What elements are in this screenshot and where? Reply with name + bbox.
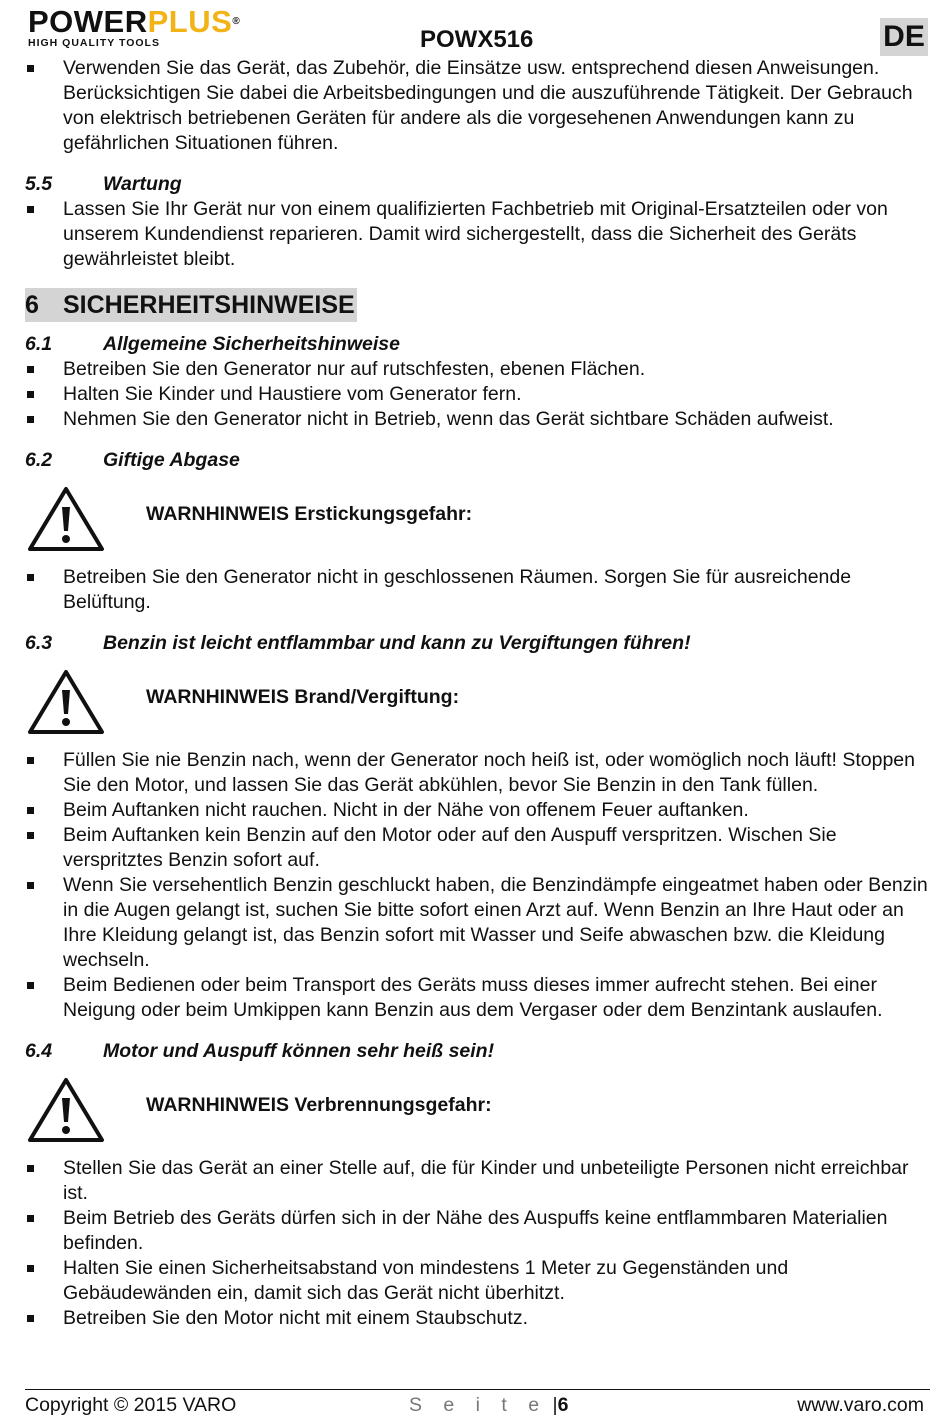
warning-text: WARNHINWEIS Brand/Vergiftung: <box>146 686 460 708</box>
section-heading-5-5: 5.5 Wartung <box>25 173 182 195</box>
section-heading-6-1: 6.1 Allgemeine Sicherheitshinweise <box>25 333 400 355</box>
list-item: Lassen Sie Ihr Gerät nur von einem qualifizierten Fachbetrieb mit Original-Ersatzteilen oder von unserem Kundendienst reparieren. Damit wird sichergestellt, dass die Sicherheit des Geräts gewährleistet bleibt. <box>25 197 930 272</box>
section-6-3-bullets <box>25 748 930 1023</box>
list-item: Beim Bedienen oder beim Transport des Geräts muss dieses immer aufrecht stehen. Bei einer Neigung oder beim Umkippen kann Benzin aus dem Vergaser oder dem Benzintank auslaufen. <box>25 973 930 1023</box>
list-item: Halten Sie einen Sicherheitsabstand von mindestens 1 Meter zu Gegenständen und Gebäudewänden ein, damit sich das Gerät nicht überhitzt. <box>25 1256 930 1306</box>
chapter-heading-6: 6 SICHERHEITSHINWEISE <box>25 288 357 322</box>
language-badge: DE <box>880 18 928 56</box>
section-6-2-bullets <box>25 565 930 615</box>
bullet-icon <box>27 882 34 889</box>
bullet-icon <box>27 1165 34 1172</box>
warning-triangle-icon <box>27 485 105 553</box>
warning-text: WARNHINWEIS Erstickungsgefahr: <box>146 503 473 525</box>
bullet-icon <box>27 807 34 814</box>
powerplus-logo <box>28 6 280 50</box>
bullet-icon <box>27 366 34 373</box>
bullet-icon <box>27 1315 34 1322</box>
warning-block <box>25 668 930 738</box>
list-item: Füllen Sie nie Benzin nach, wenn der Generator noch heiß ist, oder womöglich noch läuft! Stoppen Sie den Motor, und lassen Sie das Gerät abkühlen, bevor Sie Benzin in den Tank füllen. <box>25 748 930 798</box>
page-separator: | <box>552 1394 558 1416</box>
page-footer <box>25 1394 930 1420</box>
list-item: Wenn Sie versehentlich Benzin geschluckt haben, die Benzindämpfe eingeatmet haben oder Benzin in die Augen gelangt ist, suchen Sie bitte sofort einen Arzt auf. Wenn Benzin an Ihre Haut oder an Ihre Kleidung gelangt ist, das Benzin sofort mit Wasser und Seife abwaschen bzw. die Kleidung wechseln. <box>25 873 930 973</box>
list-item: Beim Auftanken nicht rauchen. Nicht in der Nähe von offenem Feuer auftanken. <box>25 798 930 823</box>
section-6-1-bullets <box>25 357 930 432</box>
bullet-icon <box>27 206 34 213</box>
page-header <box>0 0 950 60</box>
section-heading-6-3: 6.3 Benzin ist leicht entflammbar und kann zu Vergiftungen führen! <box>25 632 691 654</box>
footer-divider <box>25 1389 930 1390</box>
copyright-text: Copyright © 2015 VARO <box>25 1394 237 1416</box>
list-item: Betreiben Sie den Motor nicht mit einem Staubschutz. <box>25 1306 930 1331</box>
warning-triangle-icon <box>27 1076 105 1144</box>
bullet-icon <box>27 832 34 839</box>
list-item: Stellen Sie das Gerät an einer Stelle auf, die für Kinder und unbeteiligte Personen nicht erreichbar ist. <box>25 1156 930 1206</box>
list-item: Halten Sie Kinder und Haustiere vom Generator fern. <box>25 382 930 407</box>
section-5-5-bullets <box>25 197 930 272</box>
list-item: Betreiben Sie den Generator nur auf rutschfesten, ebenen Flächen. <box>25 357 930 382</box>
model-number: POWX516 <box>420 26 534 53</box>
page-label: S e i t e <box>409 1394 548 1416</box>
list-item: Nehmen Sie den Generator nicht in Betrieb, wenn das Gerät sichtbare Schäden aufweist. <box>25 407 930 432</box>
document-body <box>25 56 930 1331</box>
list-item: Betreiben Sie den Generator nicht in geschlossenen Räumen. Sorgen Sie für ausreichende Belüftung. <box>25 565 930 615</box>
bullet-icon <box>27 391 34 398</box>
warning-triangle-icon <box>27 668 105 736</box>
warning-block <box>25 1076 930 1146</box>
logo-plus-text: PLUS <box>147 4 233 39</box>
section-heading-6-4: 6.4 Motor und Auspuff können sehr heiß sein! <box>25 1040 495 1062</box>
bullet-icon <box>27 1265 34 1272</box>
bullet-icon <box>27 757 34 764</box>
bullet-icon <box>27 1215 34 1222</box>
warning-text: WARNHINWEIS Verbrennungsgefahr: <box>146 1094 492 1116</box>
bullet-icon <box>27 574 34 581</box>
page-indicator <box>409 1394 568 1417</box>
list-item: Beim Auftanken kein Benzin auf den Motor oder auf den Auspuff verspritzen. Wischen Sie verspritztes Benzin sofort auf. <box>25 823 930 873</box>
section-heading-6-2: 6.2 Giftige Abgase <box>25 449 240 471</box>
section-6-4-bullets <box>25 1156 930 1331</box>
bullet-icon <box>27 65 34 72</box>
warning-block <box>25 485 930 555</box>
logo-power-text: POWER <box>28 4 148 39</box>
page-number: 6 <box>557 1394 569 1416</box>
logo-tagline: HIGH QUALITY TOOLS <box>28 37 160 49</box>
bullet-icon <box>27 416 34 423</box>
list-item: Beim Betrieb des Geräts dürfen sich in der Nähe des Auspuffs keine entflammbaren Materialien befinden. <box>25 1206 930 1256</box>
list-item: Verwenden Sie das Gerät, das Zubehör, die Einsätze usw. entsprechend diesen Anweisungen. Berücksichtigen Sie dabei die Arbeitsbedingungen und die auszuführende Tätigkeit. Der Gebrauch von elektrisch betriebenen Geräten für andere als die vorgesehenen Anwendungen kann zu gefährlichen Situationen führen. <box>25 56 930 156</box>
website-url: www.varo.com <box>797 1394 924 1416</box>
bullet-icon <box>27 982 34 989</box>
logo-registered-mark: ® <box>232 16 241 27</box>
intro-bullet-list <box>25 56 930 156</box>
